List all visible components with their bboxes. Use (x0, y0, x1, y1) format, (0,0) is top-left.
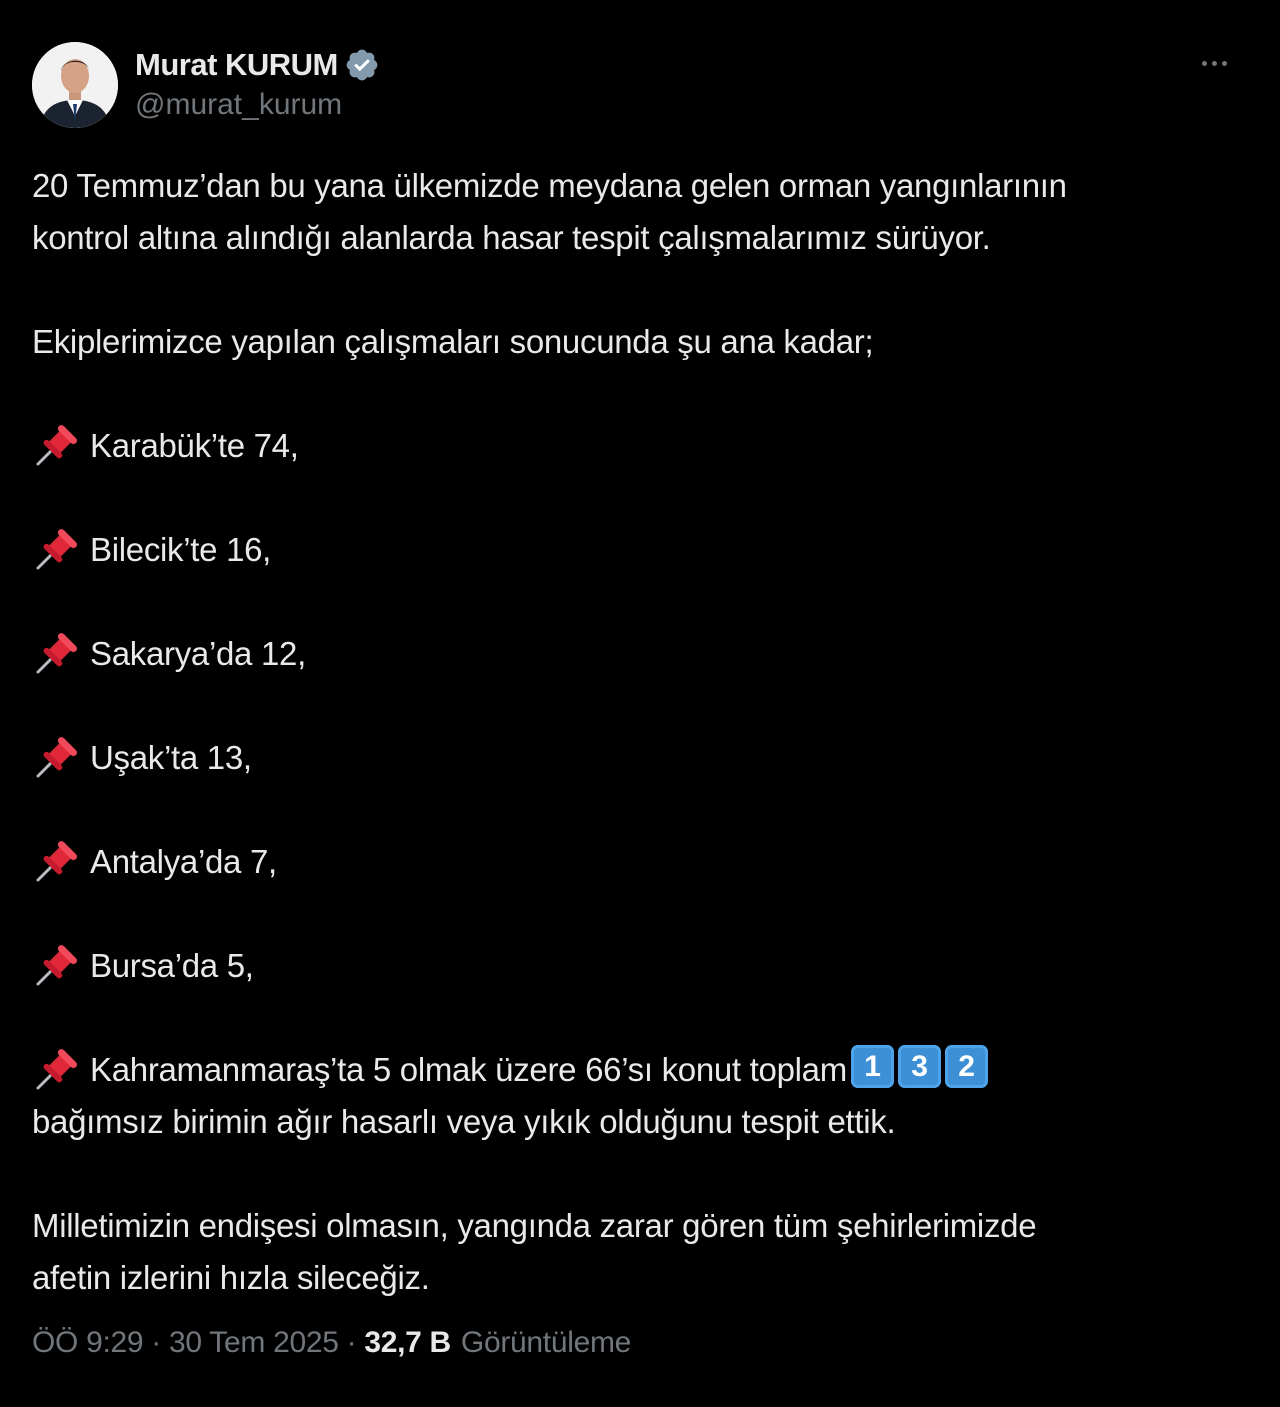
list-item-text: Karabük’te 74, (90, 427, 299, 464)
tweet-meta (32, 1326, 631, 1360)
paragraph-line: Ekiplerimizce yapılan çalışmaları sonucunda şu ana kadar; (32, 323, 874, 360)
keycap-one-icon: 1 (851, 1045, 894, 1088)
paragraph-line: Milletimizin endişesi olmasın, yangında zarar gören tüm şehirlerimizde (32, 1207, 1037, 1244)
keycap-three-icon: 3 (898, 1045, 941, 1088)
list-item-text: Kahramanmaraş’ta 5 olmak üzere 66’sı konut toplam (90, 1051, 847, 1088)
list-item-text: Sakarya’da 12, (90, 635, 306, 672)
tweet-header (32, 42, 1248, 132)
tweet-time[interactable]: ÖÖ 9:29 (32, 1326, 144, 1359)
views-count[interactable]: 32,7 B (364, 1326, 451, 1359)
pushpin-icon (32, 734, 80, 782)
list-item (32, 524, 1248, 576)
views-label: Görüntüleme (460, 1326, 632, 1359)
list-item-text: Bursa’da 5, (90, 947, 254, 984)
list-item (32, 836, 1248, 888)
pushpin-icon (32, 526, 80, 574)
paragraph-line: kontrol altına alındığı alanlarda hasar tespit çalışmalarımız sürüyor. (32, 219, 991, 256)
list-item (32, 732, 1248, 784)
paragraph-line: 20 Temmuz’dan bu yana ülkemizde meydana gelen orman yangınlarının (32, 167, 1067, 204)
avatar[interactable] (32, 42, 118, 128)
handle[interactable]: @murat_kurum (135, 88, 343, 121)
list-item-text: Antalya’da 7, (90, 843, 277, 880)
pushpin-icon (32, 942, 80, 990)
list-item (32, 1044, 1248, 1096)
pushpin-icon (32, 422, 80, 470)
separator: · (151, 1326, 161, 1359)
paragraph-line: afetin izlerini hızla sileceğiz. (32, 1259, 430, 1296)
pushpin-icon (32, 630, 80, 678)
list-item-text: Uşak’ta 13, (90, 739, 252, 776)
list-item (32, 420, 1248, 472)
list-item (32, 940, 1248, 992)
pushpin-icon (32, 838, 80, 886)
separator: · (346, 1326, 357, 1359)
tweet-date[interactable]: 30 Tem 2025 (169, 1326, 339, 1359)
list-item-text: Bilecik’te 16, (90, 531, 272, 568)
more-horizontal-icon[interactable] (1194, 48, 1234, 78)
tweet-text (32, 160, 1248, 1304)
display-name[interactable]: Murat KURUM (135, 47, 338, 82)
paragraph-line: bağımsız birimin ağır hasarlı veya yıkık olduğunu tespit ettik. (32, 1103, 896, 1140)
keycap-two-icon: 2 (945, 1045, 988, 1088)
list-item (32, 628, 1248, 680)
pushpin-icon (32, 1046, 80, 1094)
author-names (135, 44, 380, 122)
verified-badge-icon (344, 47, 380, 83)
display-name-row (135, 44, 380, 86)
